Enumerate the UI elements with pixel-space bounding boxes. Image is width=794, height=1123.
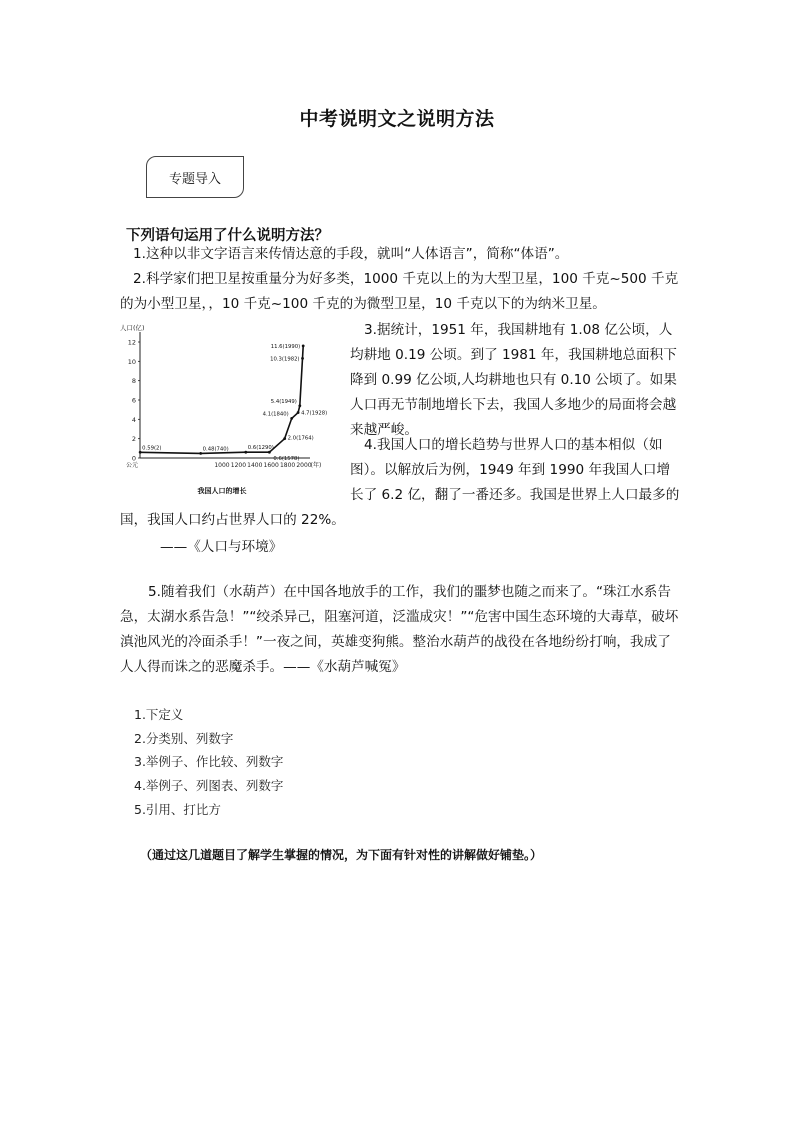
data-label: 5.4(1949) [270,398,297,405]
data-label: 4.1(1840) [262,411,289,418]
paragraph-5: 5.随着我们（水葫芦）在中国各地放手的工作，我们的噩梦也随之而来了。“珠江水系告急，太湖水系告急！”“绞杀异己，阻塞河道，泛滥成灾！”“危害中国生态环境的大毒草，破坏滇池风光的冷面杀手！”一夜之间，英雄变狗熊。整治水葫芦的战役在各地纷纷打响，我成了人人得而诛之的恶魔杀手。——《水葫芦喊冤》 [120,584,679,675]
y-tick-label: 6 [131,396,136,405]
data-point [283,437,286,440]
paragraph-4: 4.我国人口的增长趋势与世界人口的基本相似（如图）。以解放后为例，1949 年到 1990 年我国人口增长了 6.2 亿，翻了一番还多。我国是世界上人口最多的 [350,437,680,503]
data-point [268,451,271,454]
teacher-note: （通过这几道题目了解学生掌握的情况，为下面有针对性的讲解做好铺垫。） [140,848,543,862]
data-point [290,417,293,420]
x-tick-label: 1200 [230,462,247,469]
y-axis-label: 人口(亿) [120,324,145,332]
data-label: 0.6(1290) [247,445,274,452]
data-point [139,451,142,454]
data-point [297,411,300,414]
source-citation: ——《人口与环境》 [160,539,283,555]
x-axis-label: (年) [310,462,322,469]
y-tick-label: 8 [131,377,136,386]
data-label: 10.3(1982) [270,356,300,363]
data-label: 0.59(2) [142,445,162,452]
data-label: 2.0(1764) [287,435,314,442]
data-point [244,451,247,454]
y-tick-label: 2 [131,435,136,444]
x-tick-label: 2000 [296,462,312,469]
paragraph-2: 2.科学家们把卫星按重量分为好多类，1000 千克以上的为大型卫星，100 千克~500 千克的为小型卫星，，10 千克~100 千克的为微型卫星，10 千克以下的为纳米卫星。 [120,271,679,312]
answer-1: 1.下定义 [134,707,184,722]
paragraph-4-continued: 国，我国人口约占世界人口的 22%。 [120,512,345,528]
paragraph-1: 1.这种以非文字语言来传情达意的手段，就叫“人体语言”，简称“体语”。 [133,246,569,262]
data-label: 0.6(1578) [273,456,300,463]
y-tick-label: 0 [131,454,136,463]
y-tick-label: 4 [131,415,136,424]
x-tick-label: 1400 [247,462,263,469]
data-label: 4.7(1928) [301,410,328,417]
data-point [298,404,301,407]
data-label: 11.6(1990) [270,343,301,350]
page-title: 中考说明文之说明方法 [299,108,495,130]
x-tick-label: 公元 [125,462,139,469]
data-point [302,344,305,347]
x-tick-label: 1600 [263,462,279,469]
section-tag [146,156,244,198]
paragraph-3: 3.据统计，1951 年，我国耕地有 1.08 亿公顷，人均耕地 0.19 公顷。到了 1981 年，我国耕地总面积下降到 0.99 亿公顷,人均耕地也只有 0.10 公顷了。如果人口再无节制地增长下去，我国人多地少的局面将会越来越严峻。 [350,322,677,438]
section-tag-label: 专题导入 [168,171,221,187]
x-tick-label: 1800 [279,462,296,469]
data-label: 0.48(740) [202,446,229,453]
answer-5: 5.引用、打比方 [134,802,221,817]
chart-title: 我国人口的增长 [197,486,247,495]
y-tick-label: 12 [127,338,136,347]
question-heading: 下列语句运用了什么说明方法？ [126,228,329,244]
population-chart-svg [118,318,336,513]
population-chart [118,318,336,513]
answer-4: 4.举例子、列图表、列数字 [134,778,284,793]
y-tick-label: 10 [127,357,136,366]
data-point [301,357,304,360]
data-point [199,452,202,455]
answer-2: 2.分类别、列数字 [134,731,234,746]
x-tick-label: 1000 [214,462,230,469]
answer-3: 3.举例子、作比较、列数字 [134,754,284,769]
